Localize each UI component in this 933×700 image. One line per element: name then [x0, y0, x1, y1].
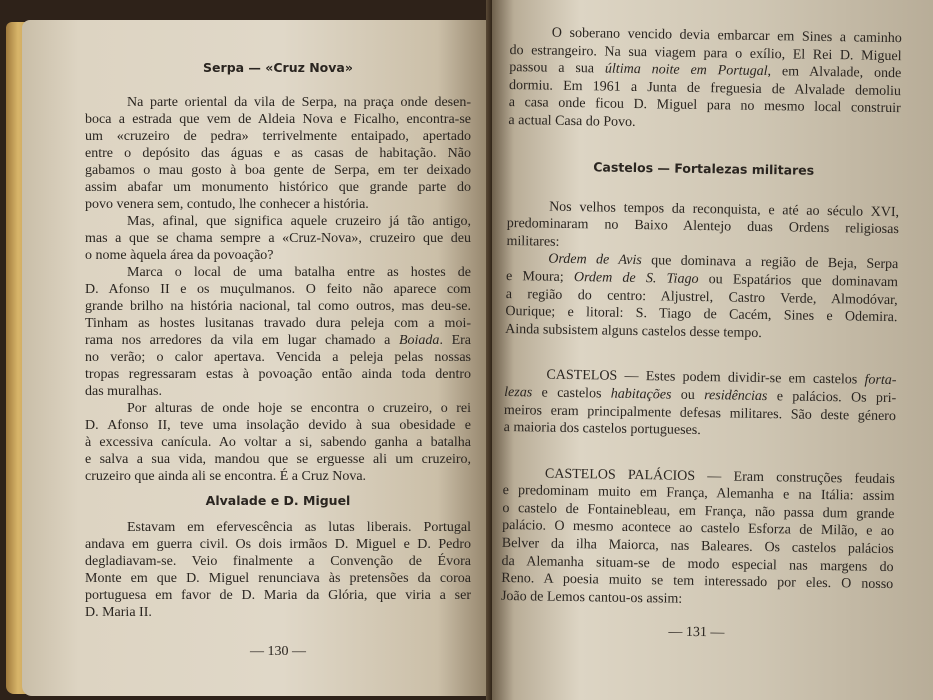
- text-line: grande brilho na história nacional, tal como outros, mas deu-se.: [85, 299, 471, 314]
- text-span: . Era: [439, 333, 471, 348]
- left-body-1: [85, 94, 471, 485]
- text-line: D. Afonso II e os muçulmanos. O feito não aparece com: [85, 282, 471, 297]
- text-line: [85, 332, 471, 349]
- text-line: meiros eram principalmente defesas militares. São deste género: [503, 402, 897, 424]
- text-line: tropas regressaram estas à povoação então ainda toda dentro: [85, 367, 471, 382]
- text-span: e castelos: [532, 385, 611, 402]
- paragraph: [504, 366, 897, 443]
- text-line: do estrangeiro. Na sua viagem para o exílio, El Rei D. Miguel: [509, 42, 902, 64]
- paragraph: [508, 24, 902, 136]
- text-line: Belver da ilha Maiorca, nas Baleares. Os castelos palácios: [501, 535, 894, 558]
- right-body-1: [508, 24, 902, 136]
- text-line: o nome àquela área da povoação?: [85, 248, 274, 263]
- text-span: que dominava a região de Beja, Serpa: [641, 253, 899, 273]
- right-page: [492, 0, 933, 700]
- italic-text: Boiada: [398, 333, 440, 348]
- text-line: boca a estrada que vem de Aldeia Nova e Ficalho, encontra-se: [85, 112, 471, 127]
- italic-text: habitações: [610, 386, 672, 403]
- right-body-2: [505, 198, 899, 345]
- text-line: Tinham as hostes lusitanas travado dura peleja com a moi-: [85, 316, 471, 331]
- paragraph: [85, 213, 471, 264]
- text-line: Marca o local de uma batalha entre as hostes de: [127, 265, 471, 280]
- section-title-alvalade: Alvalade e D. Miguel: [205, 493, 351, 508]
- text-span: passou a sua: [509, 60, 606, 77]
- text-line: entre o depósito das águas e as casas de habitação. Não: [85, 146, 471, 161]
- text-line: andava em guerra civil. Os dois irmãos D. Miguel e D. Pedro: [85, 537, 471, 552]
- text-line: Mas, afinal, que significa aquele cruzeiro já tão antigo,: [127, 214, 471, 229]
- text-line: Ainda subsistem alguns castelos desse tempo.: [505, 321, 762, 341]
- page-number-131: — 131 —: [668, 625, 725, 641]
- text-line: Reno. A poesia muito se tem interessado por eles. O nosso: [501, 571, 894, 593]
- italic-text: última noite em Portugal: [604, 61, 768, 80]
- text-span: ou Espatários que dominavam: [698, 271, 899, 291]
- paragraph: [506, 198, 899, 257]
- text-span: rama nos arredores da vila em lugar chamado a: [85, 333, 399, 348]
- text-span: e palácios. Os pri-: [767, 388, 897, 407]
- italic-text: forta-: [864, 372, 897, 389]
- text-line: das muralhas.: [85, 384, 162, 399]
- text-line: mas a que se chama sempre a «Cruz-Nova», cruzeiro que deu: [85, 231, 471, 246]
- text-line: o castelo de Fontainebleau, em França, não passa dum grande: [502, 500, 895, 522]
- text-line: gabamos o mau gosto à boa gente de Serpa, em ter deixado: [85, 163, 471, 178]
- paragraph: [85, 400, 471, 485]
- text-line: Estavam em efervescência as lutas liberais. Portugal: [127, 520, 471, 535]
- right-body-4: [501, 465, 895, 612]
- italic-text: residências: [704, 388, 768, 404]
- text-span: , em Alvalade, onde: [767, 64, 902, 82]
- text-line: palácio. O mesmo acontece ao castelo Esforza de Milão, e ao: [501, 518, 895, 540]
- text-line: O soberano vencido devia embarcar em Sines a caminho: [551, 25, 902, 47]
- paragraph: [501, 465, 895, 612]
- text-line: degladiavam-se. Veio finalmente a Convenção de Évora: [85, 554, 471, 569]
- italic-text: Ordem de Avis: [548, 251, 642, 269]
- text-line: e predominam muito em França, Alemanha e na Itália: assim: [502, 483, 895, 505]
- text-line: Nos velhos tempos da reconquista, e até ao século XVI,: [549, 199, 900, 220]
- text-line: povo venera sem, contudo, lhe conhecer a história.: [85, 197, 369, 212]
- text-line: assim abafar um monumento histórico que grande parte do: [85, 180, 471, 195]
- text-line: Ourique; e litoral: S. Tiago de Cacém, Sines e Odemira.: [505, 304, 898, 326]
- section-title-castelos: Castelos — Fortalezas militares: [593, 158, 815, 178]
- left-page: [22, 20, 494, 696]
- section-title-serpa: Serpa — «Cruz Nova»: [203, 60, 353, 75]
- text-line: um «cruzeiro de pedra» terrivelmente entaipado, apertado: [85, 129, 471, 144]
- paragraph: [85, 519, 471, 621]
- text-line: a maioria dos castelos portugueses.: [503, 420, 701, 439]
- text-line: D. Afonso II, teve uma insolação devido à sua obesidade e: [85, 418, 471, 433]
- text-span: e Moura;: [505, 268, 575, 285]
- paragraph: [505, 250, 898, 344]
- text-line: cruzeiro que ainda ali se encontra. É a Cruz Nova.: [85, 469, 367, 484]
- right-body-3: [504, 366, 897, 443]
- text-line: a casa onde ficou D. Miguel para no mesmo local construir: [508, 95, 901, 117]
- page-number-130: — 130 —: [250, 644, 306, 659]
- text-line: da Alemanha situam-se de modo especial nas margens do: [501, 553, 894, 575]
- text-line: CASTELOS PALÁCIOS — Eram construções feudais: [544, 466, 896, 487]
- text-line: à excessiva canícula. Ao voltar a si, sabendo ganha a batalha: [85, 435, 471, 450]
- italic-text: lezas: [504, 384, 533, 401]
- text-line: Na parte oriental da vila de Serpa, na praça onde desen-: [127, 95, 471, 110]
- text-line: D. Maria II.: [85, 605, 152, 620]
- text-span: ou: [671, 387, 705, 404]
- text-line: a região do centro: Aljustrel, Castro Verde, Almodóvar,: [505, 286, 898, 308]
- paragraph: [85, 264, 471, 400]
- text-span: CASTELOS — Estes podem dividir-se em castelos: [546, 367, 865, 388]
- text-line: militares:: [506, 233, 560, 250]
- text-line: dormiu. Em 1961 a Junta de freguesia de Alvalade demoliu: [508, 77, 902, 99]
- text-line: João de Lemos cantou-os assim:: [500, 588, 683, 607]
- text-line: no verão; o calor apertava. Vencida a peleja pelas nossas: [85, 350, 471, 365]
- text-line: Por alturas de onde hoje se encontra o cruzeiro, o rei: [127, 401, 471, 416]
- text-line: predominaram no Baixo Alentejo duas Ordens religiosas: [506, 216, 899, 238]
- text-line: a actual Casa do Povo.: [508, 112, 636, 130]
- paragraph: [85, 94, 471, 213]
- text-line: Monte em que D. Miguel renunciava às pretensões da coroa: [85, 571, 471, 586]
- text-line: e salva a sua vida, mandou que se erguesse ali um cruzeiro,: [85, 452, 471, 467]
- text-line: portuguesa em favor de D. Maria da Glória, que viria a ser: [85, 588, 471, 603]
- left-body-2: [85, 519, 471, 621]
- italic-text: Ordem de S. Tiago: [573, 269, 699, 287]
